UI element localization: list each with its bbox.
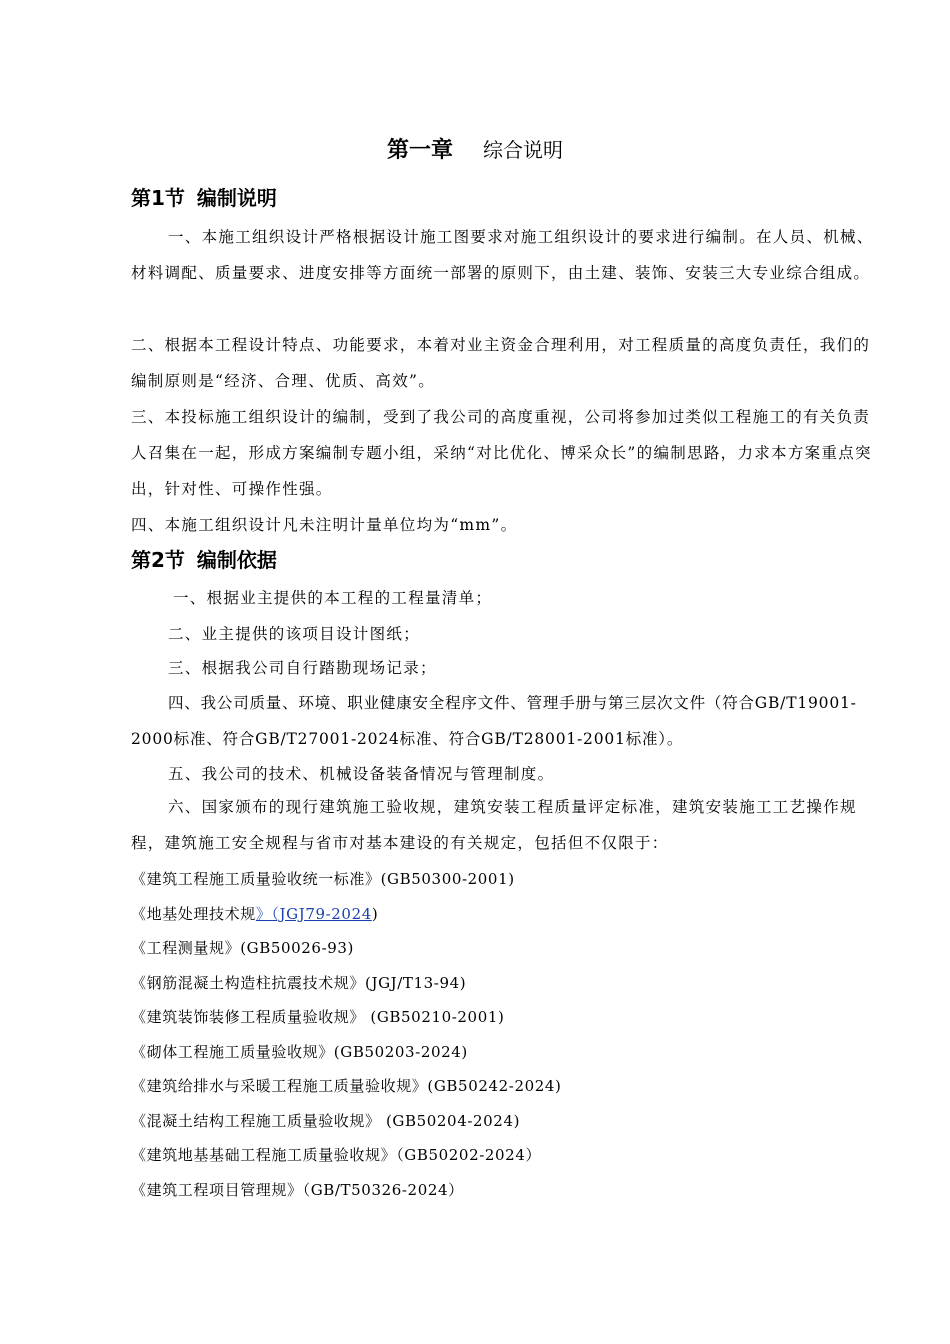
section-heading-2	[131, 545, 277, 575]
paragraph: 五、我公司的技术、机械设备装备情况与管理制度。	[168, 765, 555, 783]
list-item: 《建筑给排水与采暖工程施工质量验收规》(GB50242-2024)	[131, 1077, 562, 1095]
paragraph: 三、本投标施工组织设计的编制，受到了我公司的高度重视，公司将参加过类似工程施工的有关负责人召集在一起，形成方案编制专题小组，采纳“对比优化、博采众长”的编制思路，力求本方案重点突出，针对性、可操作性强。	[131, 408, 872, 498]
paragraph: 四、我公司质量、环境、职业健康安全程序文件、管理手册与第三层次文件（符合GB/T19001-2000标准、符合GB/T27001-2024标准、符合GB/T28001-2001标准）。	[131, 694, 857, 748]
list-item-text: 《地基处理技术规	[131, 904, 256, 923]
standards-list	[131, 862, 871, 1207]
standard-link[interactable]: 》（JGJ79-2024	[255, 904, 372, 923]
chapter-label: 第一章	[386, 138, 453, 163]
paragraph: 二、根据本工程设计特点、功能要求，本着对业主资金合理利用，对工程质量的高度负责任，我们的编制原则是“经济、合理、优质、高效”。	[131, 336, 871, 390]
section-title: 编制说明	[196, 186, 277, 210]
section-title: 编制依据	[196, 548, 277, 572]
list-item: 《建筑工程施工质量验收统一标准》(GB50300-2001)	[131, 870, 515, 888]
list-item: 《工程测量规》(GB50026-93)	[131, 939, 354, 957]
paragraph: 四、本施工组织设计凡未注明计量单位均为“mm”。	[131, 516, 518, 534]
section-heading-1	[131, 183, 277, 213]
chapter-subtitle: 综合说明	[483, 138, 563, 162]
list-item	[131, 897, 871, 932]
list-item: 《砌体工程施工质量验收规》(GB50203-2024)	[131, 1042, 468, 1061]
paragraph: 三、根据我公司自行踏勘现场记录；	[168, 659, 437, 677]
list-item: 《建筑装饰装修工程质量验收规》 (GB50210-2001)	[131, 1008, 505, 1026]
chapter-title	[0, 134, 950, 167]
section-number: 第2节	[131, 548, 185, 572]
paragraph: 二、业主提供的该项目设计图纸；	[168, 625, 421, 643]
section-number: 第1节	[131, 186, 185, 210]
list-item: 《钢筋混凝土构造柱抗震技术规》(JGJ/T13-94)	[131, 973, 467, 992]
paragraph: 六、国家颁布的现行建筑施工验收规，建筑安装工程质量评定标准，建筑安装施工工艺操作规程，建筑施工安全规程与省市对基本建设的有关规定，包括但不仅限于：	[131, 798, 857, 852]
list-item: 《混凝土结构工程施工质量验收规》 (GB50204-2024)	[131, 1111, 521, 1130]
paragraph: 一、根据业主提供的本工程的工程量清单；	[173, 589, 493, 607]
list-item-text: )	[371, 904, 379, 923]
paragraph: 一、本施工组织设计严格根据设计施工图要求对施工组织设计的要求进行编制。在人员、机械、材料调配、质量要求、进度安排等方面统一部署的原则下，由土建、装饰、安装三大专业综合组成。	[131, 228, 874, 282]
list-item: 《建筑工程项目管理规》（GB/T50326-2024）	[131, 1180, 464, 1199]
list-item: 《建筑地基基础工程施工质量验收规》（GB50202-2024）	[131, 1146, 542, 1164]
